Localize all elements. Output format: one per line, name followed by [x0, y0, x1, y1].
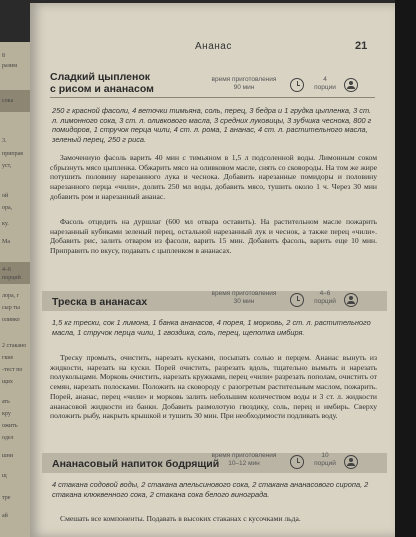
left-page-fragment: 4–6 — [2, 267, 11, 273]
page-number: 21 — [355, 40, 368, 52]
portions-label: порции — [314, 84, 336, 91]
person-icon — [344, 293, 358, 307]
left-page-fragment: 8 — [2, 53, 5, 59]
prep-time — [200, 76, 288, 92]
left-page-fragment: ку. — [2, 221, 9, 227]
portions — [310, 452, 340, 468]
recipe-title-line: с рисом и ананасом — [50, 83, 154, 95]
left-page-fragment: сока — [2, 98, 14, 104]
page-header — [30, 41, 395, 55]
prep-time-value: 30 мин — [233, 298, 255, 305]
left-page-fragment: 2 стакано — [2, 343, 27, 349]
ingredients: 4 стакана содовой воды, 2 стакана апельсинового сока, 2 стакана ананасового сиропа, 2 стакана клюквенного сока, 2 стакана сока белого винограда. — [52, 480, 369, 499]
prep-time-value: 90 мин — [233, 84, 255, 91]
portions-value: 4–6 — [319, 290, 331, 297]
ingredients: 250 г красной фасоли, 4 веточки тимьяна, соль, перец, 3 бедра и 1 грудка цыпленка, 3 ст. л. лимонного сока, 3 ст. л. оливкового масла, 3 средних луковицы, 3 зубчика чеснока, 800 г помидоров, 1 стручок перца чили, 4 ст. л. рома, 1 ананас, 4 ст. л. растительного масла, зеленый перец, 250 г риса. — [52, 106, 372, 144]
prep-time — [200, 290, 288, 306]
clock-icon — [290, 455, 304, 469]
running-head: Ананас — [195, 41, 232, 52]
left-page-fragment: тре — [2, 495, 11, 501]
left-page-fragment: оливко — [2, 317, 20, 323]
portions — [310, 76, 340, 92]
left-page-edge — [0, 42, 30, 537]
left-page-fragment: уст, — [2, 163, 12, 169]
instructions-paragraph: Смешать все компоненты. Подавать в высоких стаканах с кусочками льда. — [60, 514, 301, 523]
instructions-paragraph: Фасоль отцедить на дуршлаг (600 мл отвара оставить). На растительном масле пожарить нарезанный кубиками зеленый перец, остальной нарезанный лук и чеснок, а также перец «чили». Добавить рис, залить отваром из фасоли, варить 15 мин. Добавить фасоль, варить еще 10 мин. Приправить по вкусу, подавать с цыпленком в ананасах. — [50, 217, 377, 256]
ingredients: 1,5 кг трески, сок 1 лимона, 1 банка ананасов, 4 порея, 1 морковь, 2 ст. л. растительного масла, 1 стручок перца чили, 1 гвоздика, соль, перец, щепотка имбиря. — [52, 318, 371, 337]
left-page-fragment: лора, г — [2, 293, 20, 299]
clock-icon — [290, 78, 304, 92]
book-page — [30, 3, 395, 537]
left-page-fragment: разим — [2, 63, 18, 69]
left-page-fragment: порций — [2, 275, 21, 281]
left-page-fragment: -тест по — [2, 367, 23, 373]
person-icon — [344, 455, 358, 469]
portions — [310, 290, 340, 306]
left-page-fragment: одел — [2, 435, 14, 441]
portions-value: 10 — [321, 452, 329, 459]
portions-label: порций — [314, 460, 336, 467]
prep-time — [200, 452, 288, 468]
left-page-fragment: ожить — [2, 423, 18, 429]
left-page-fragment: Ма — [2, 239, 10, 245]
title-rule — [50, 97, 375, 98]
left-page-fragment: щ — [2, 473, 7, 479]
left-page-fragment: приправ — [2, 151, 24, 157]
prep-time-value: 10–12 мин — [228, 460, 260, 467]
recipe-title-line: Сладкий цыпленок — [50, 71, 150, 83]
portions-value: 4 — [323, 76, 327, 83]
prep-time-label: время приготовления — [211, 452, 277, 459]
prep-time-label: время приготовления — [211, 76, 277, 83]
left-page-fragment: сыр ты — [2, 305, 20, 311]
clock-icon — [290, 293, 304, 307]
instructions-paragraph: Треску промыть, очистить, нарезать кусками, посыпать солью и перцем. Ананас вынуть из жидкости, нарезать на куски. Порей очистить, разрезать вдоль, тщательно вымыть и нарезать полукольцами. Морковь очистить, нарезать кружками, перец «чили» разрезать пополам, очистить от семян, нарезать полосками. Положить на сковороду с разогретым растительным маслом, пожарить. Порей, ананас, перец «чили» и морковь залить небольшим количеством воды и 3 ст. л. жидкости ананасовой жидкости из банки. Добавить размолотую гвоздику, соль, перец и имбирь. Сверху положить рыбу, накрыть крышкой и тушить 30 мин. При необходимости подливать воду. — [50, 353, 377, 421]
recipe-title: Ананасовый напиток бодрящий — [52, 458, 220, 470]
left-page-fragment: кру — [2, 411, 11, 417]
left-page-fragment: шни — [2, 453, 14, 459]
left-page-fragment: ора, — [2, 205, 13, 211]
left-page-fragment: 3. — [2, 138, 7, 144]
left-page-fragment: гкие — [2, 355, 14, 361]
left-page-fragment: ать — [2, 399, 10, 405]
recipe-title — [50, 71, 154, 95]
instructions-paragraph: Замоченную фасоль варить 40 мин с тимьяном в 1,5 л подсоленной воды. Лимонным соком сбрызнуть мясо цыпленка. Обжарить мясо на оливковом масле, снять со сковороды. На том же жире потушить половину нарезанного лука и чеснока. Добавить нарезанные помидоры и половину нарезанного перца «чили», долить 250 мл воды, добавить мясо, тушить около 1 ч. Через 30 мин добавить ром и нарезанный ананас. — [50, 153, 377, 201]
background-shadow — [395, 0, 416, 537]
left-page-fragment: ай — [2, 513, 8, 519]
left-page-fragment: щих — [2, 379, 13, 385]
recipe-title: Треска в ананасах — [52, 296, 148, 308]
prep-time-label: время приготовления — [211, 290, 277, 297]
left-page-fragment: ой — [2, 193, 9, 199]
portions-label: порций — [314, 298, 336, 305]
person-icon — [344, 78, 358, 92]
